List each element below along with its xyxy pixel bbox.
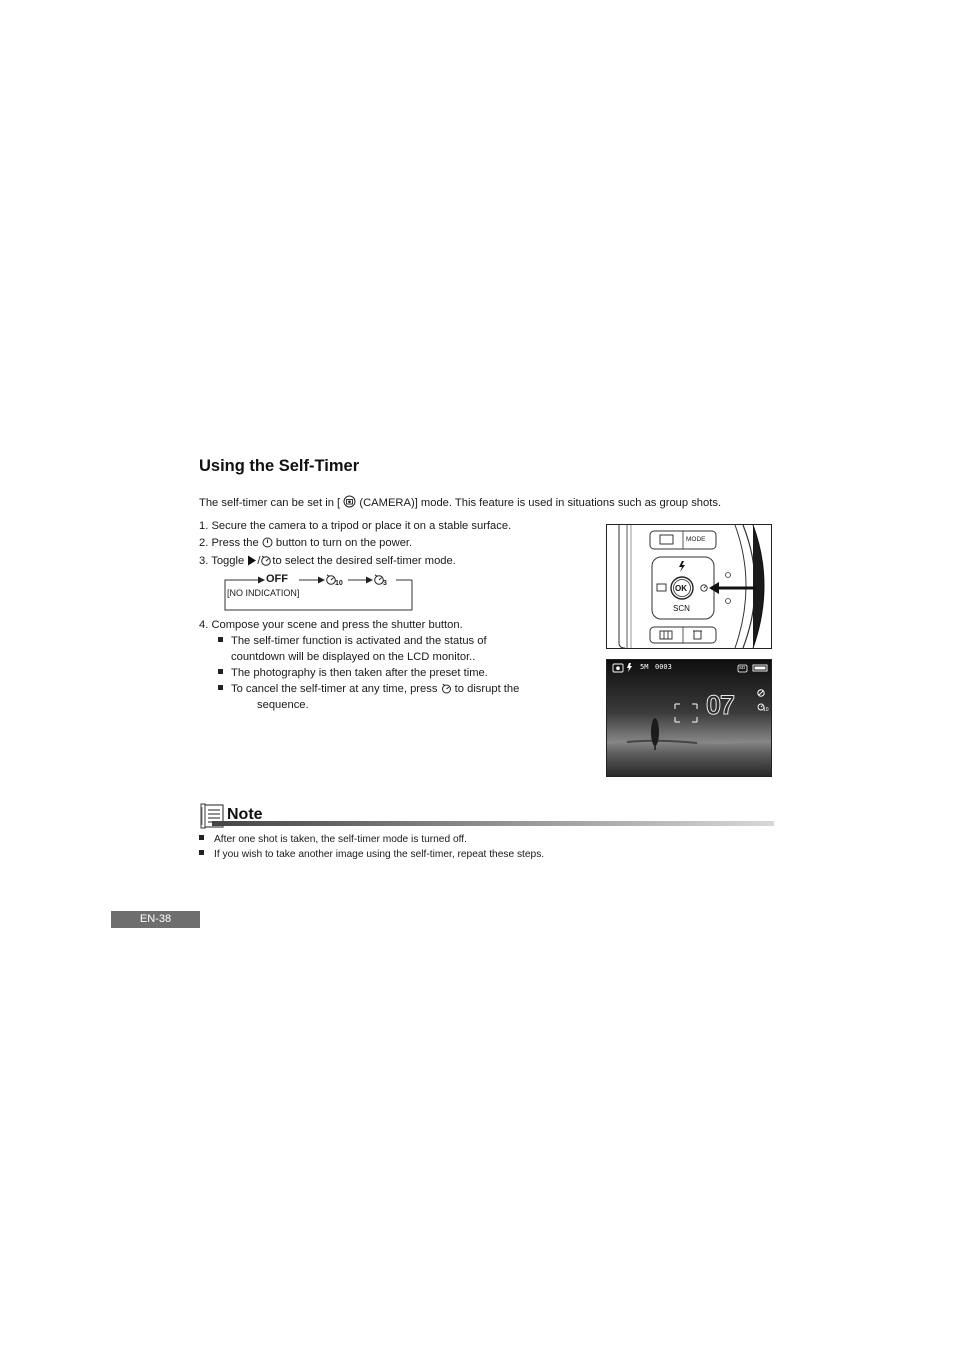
bullet-marker bbox=[218, 669, 223, 674]
self-timer-icon bbox=[441, 683, 452, 699]
bullet-marker bbox=[199, 850, 204, 855]
sequence-3-sub: 3 bbox=[383, 580, 387, 587]
camera-mode-icon bbox=[343, 495, 356, 513]
step-2-text-a: 2. Press the bbox=[199, 537, 259, 549]
lcd-resolution: 5M bbox=[640, 663, 649, 671]
camera-controls-illustration bbox=[606, 524, 772, 649]
lcd-scene bbox=[607, 660, 771, 776]
step-1: 1. Secure the camera to a tripod or place it on a stable surface. bbox=[199, 520, 512, 532]
timer-3s-icon bbox=[375, 575, 384, 585]
bullet-marker bbox=[218, 637, 223, 642]
lcd-monitor-illustration bbox=[606, 659, 772, 777]
power-icon bbox=[262, 537, 273, 553]
step-3-text-c: to select the desired self-timer mode. bbox=[272, 555, 456, 567]
mode-button-label: MODE bbox=[686, 536, 706, 543]
note-divider bbox=[212, 821, 774, 826]
page-number: EN-38 bbox=[111, 911, 200, 928]
intro-text-before: The self-timer can be set in [ bbox=[199, 497, 341, 509]
bullet-3-text-a: To cancel the self-timer at any time, press bbox=[231, 683, 438, 695]
no-indication-label: [NO INDICATION] bbox=[227, 588, 300, 598]
right-arrow-icon bbox=[247, 555, 257, 571]
bullet-2 bbox=[218, 665, 488, 681]
self-timer-icon bbox=[260, 555, 272, 571]
step-3-slash: / bbox=[257, 555, 261, 567]
bullet-3-line-2: sequence. bbox=[257, 699, 309, 711]
lcd-countdown: 07 bbox=[706, 690, 735, 720]
bullet-1-line-1: The self-timer function is activated and the status of bbox=[231, 635, 487, 647]
bullet-marker bbox=[218, 685, 223, 690]
bullet-3-text-b: to disrupt the bbox=[454, 683, 520, 695]
ok-button-label: OK bbox=[675, 584, 687, 593]
step-3 bbox=[199, 553, 456, 571]
bullet-1 bbox=[218, 633, 487, 649]
note-item-1-text: After one shot is taken, the self-timer mode is turned off. bbox=[214, 834, 467, 845]
bullet-2-text: The photography is then taken after the preset time. bbox=[231, 667, 488, 679]
note-item-2 bbox=[199, 849, 544, 860]
step-2-text-b: button to turn on the power. bbox=[275, 537, 413, 549]
step-4: 4. Compose your scene and press the shutter button. bbox=[199, 619, 463, 631]
lcd-timer-sub: 10 bbox=[763, 707, 769, 713]
sequence-off-label: OFF bbox=[266, 573, 288, 585]
bullet-1-line-2: countdown will be displayed on the LCD monitor.. bbox=[231, 651, 476, 663]
note-item-1 bbox=[199, 834, 467, 845]
sequence-10-sub: 10 bbox=[335, 580, 343, 587]
step-2 bbox=[199, 535, 412, 553]
note-item-2-text: If you wish to take another image using the self-timer, repeat these steps. bbox=[214, 849, 545, 860]
camera-body-drawing bbox=[607, 525, 771, 648]
step-3-text-a: 3. Toggle bbox=[199, 555, 245, 567]
intro-text-after: (CAMERA)] mode. This feature is used in situations such as group shots. bbox=[359, 497, 722, 509]
intro-paragraph bbox=[199, 495, 721, 513]
scn-label: SCN bbox=[673, 604, 690, 613]
section-title: Using the Self-Timer bbox=[199, 457, 360, 475]
bullet-marker bbox=[199, 835, 204, 840]
lcd-card-label: SD bbox=[739, 665, 746, 670]
lcd-shot-count: 0003 bbox=[655, 663, 672, 671]
timer-10s-icon bbox=[327, 575, 336, 585]
note-heading: Note bbox=[227, 806, 263, 823]
